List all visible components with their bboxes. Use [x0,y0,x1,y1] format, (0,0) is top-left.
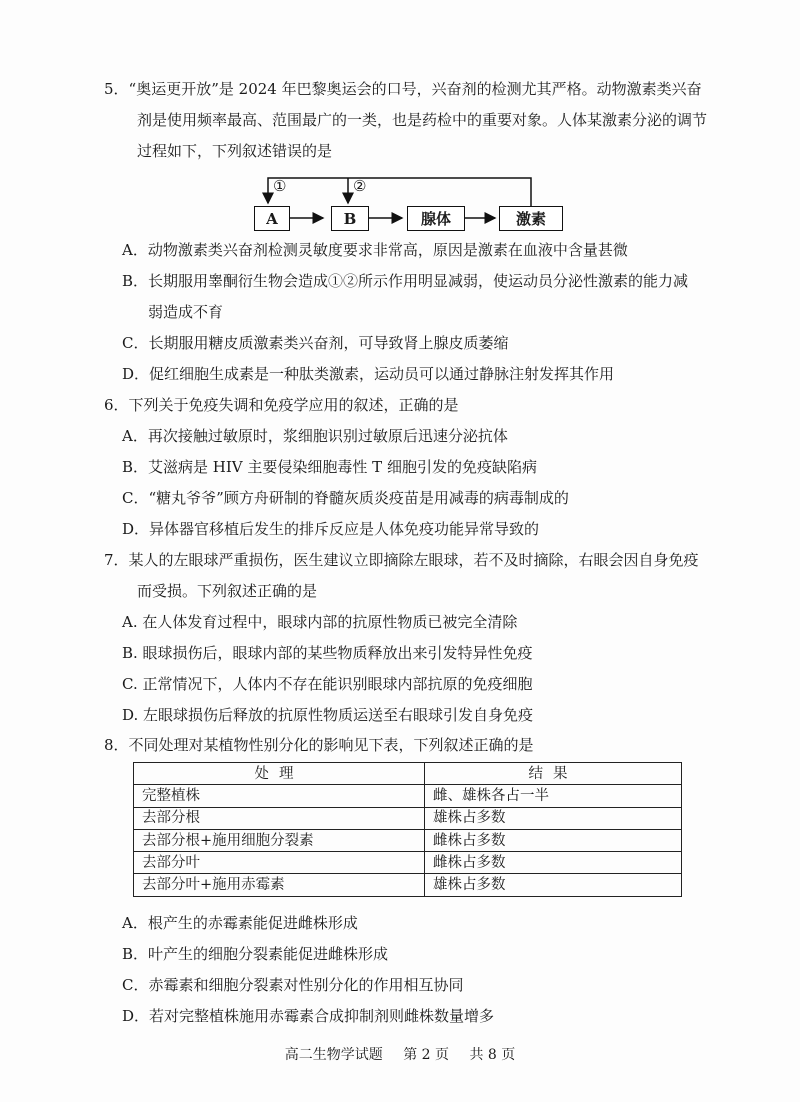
q7-stem-line-2: 而受损。下列叙述正确的是 [137,582,318,600]
table-cell-treatment: 去部分根 [134,807,425,829]
q8-option-c: C．赤霉素和细胞分裂素对性别分化的作用相互协同 [122,976,464,994]
q8-stem: 8．不同处理对某植物性别分化的影响见下表，下列叙述正确的是 [104,736,534,754]
q7-option-a: A. 在人体发育过程中，眼球内部的抗原性物质已被完全清除 [122,613,518,631]
footer-total-pages: 共 8 页 [469,1047,516,1063]
q6-option-b: B．艾滋病是 HIV 主要侵染细胞毒性 T 细胞引发的免疫缺陷病 [122,458,537,476]
q5-stem-line-3: 过程如下，下列叙述错误的是 [137,142,333,160]
q8-option-a: A．根产生的赤霉素能促进雌株形成 [122,914,358,932]
q6-option-d: D．异体器官移植后发生的排斥反应是人体免疫功能异常导致的 [122,520,540,538]
box-b: B [331,206,369,231]
table-cell-result: 雄株占多数 [425,874,682,896]
q5-stem-line-1: 5．“奥运更开放”是 2024 年巴黎奥运会的口号，兴奋剂的检测尤其严格。动物激素类兴奋 [104,80,702,98]
q7-option-b: B. 眼球损伤后，眼球内部的某些物质释放出来引发特异性免疫 [122,644,533,662]
table-cell-treatment: 完整植株 [134,785,425,807]
box-gland: 腺体 [407,206,465,231]
mark-2: ② [353,177,367,195]
feedback-arrow-1 [268,178,531,206]
table-cell-result: 雄株占多数 [425,807,682,829]
q5-option-d: D．促红细胞生成素是一种肽类激素，运动员可以通过静脉注射发挥其作用 [122,365,615,383]
q8-option-b: B．叶产生的细胞分裂素能促进雌株形成 [122,945,389,963]
q6-stem: 6．下列关于免疫失调和免疫学应用的叙述，正确的是 [104,396,459,414]
q5-stem-line-2: 剂是使用频率最高、范围最广的一类，也是药检中的重要对象。人体某激素分泌的调节 [137,111,708,129]
hormone-regulation-diagram [240,172,570,238]
table-header-row [134,763,682,785]
q5-option-b-cont: 弱造成不育 [148,303,224,321]
table-cell-treatment: 去部分根+施用细胞分裂素 [134,829,425,851]
q7-option-d: D. 左眼球损伤后释放的抗原性物质运送至右眼球引发自身免疫 [122,706,534,724]
q6-option-c: C．“糖丸爷爷”顾方舟研制的脊髓灰质炎疫苗是用减毒的病毒制成的 [122,489,569,507]
q5-option-b: B．长期服用睾酮衍生物会造成①②所示作用明显减弱，使运动员分泌性激素的能力减 [122,272,689,290]
q5-option-a: A．动物激素类兴奋剂检测灵敏度要求非常高，原因是激素在血液中含量甚微 [122,241,628,259]
table-cell-treatment: 去部分叶 [134,852,425,874]
page-footer [0,1044,800,1064]
table-header-treatment: 处理 [134,763,425,785]
table-row [134,807,682,829]
q7-option-c: C. 正常情况下，人体内不存在能识别眼球内部抗原的免疫细胞 [122,675,533,693]
table-cell-result: 雌株占多数 [425,829,682,851]
q7-stem-line-1: 7．某人的左眼球严重损伤，医生建议立即摘除左眼球，若不及时摘除，右眼会因自身免疫 [104,551,699,569]
box-a: A [254,206,290,231]
table-header-result: 结果 [425,763,682,785]
table-cell-result: 雌、雄株各占一半 [425,785,682,807]
footer-subject: 高二生物学试题 [284,1047,383,1063]
table-row [134,829,682,851]
q5-option-c: C．长期服用糖皮质激素类兴奋剂，可导致肾上腺皮质萎缩 [122,334,509,352]
footer-page-number: 第 2 页 [403,1047,449,1063]
box-hormone: 激素 [499,206,563,231]
table-row [134,874,682,896]
table-row [134,785,682,807]
q6-option-a: A．再次接触过敏原时，浆细胞识别过敏原后迅速分泌抗体 [122,427,508,445]
table-cell-treatment: 去部分叶+施用赤霉素 [134,874,425,896]
q8-option-d: D．若对完整植株施用赤霉素合成抑制剂则雌株数量增多 [122,1007,495,1025]
table-row [134,852,682,874]
table-cell-result: 雌株占多数 [425,852,682,874]
treatment-result-table [133,762,682,897]
mark-1: ① [273,177,287,195]
